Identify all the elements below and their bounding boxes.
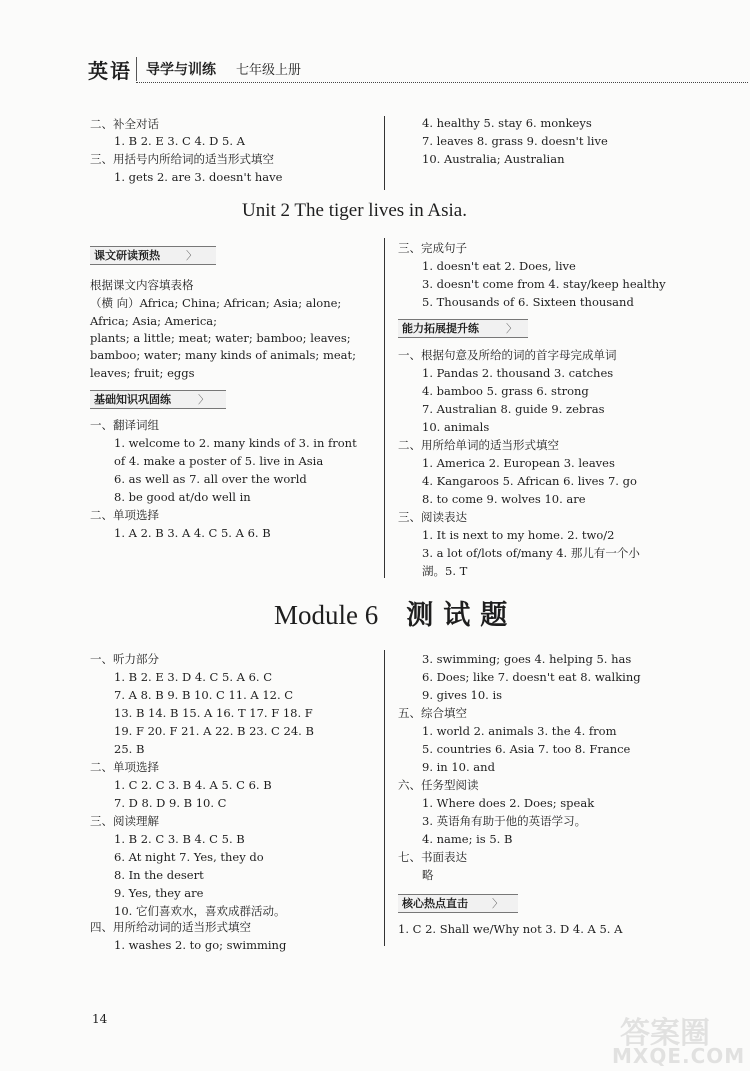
answer-line: 9. in 10. and xyxy=(422,760,495,774)
answer-line: 3. swimming; goes 4. helping 5. has xyxy=(422,652,632,666)
section-heading: 三、阅读表达 xyxy=(398,510,467,524)
answer-line: 1. washes 2. to go; swimming xyxy=(114,938,287,952)
answer-line: 1. doesn't eat 2. Does, live xyxy=(422,259,576,273)
page-number: 14 xyxy=(92,1012,108,1026)
answer-line: 25. B xyxy=(114,742,145,756)
module-title-en: Module 6 xyxy=(274,600,379,630)
section-heading: 二、单项选择 xyxy=(90,508,159,522)
section-heading: 一、根据句意及所给的词的首字母完成单词 xyxy=(398,348,617,362)
section-heading: 三、阅读理解 xyxy=(90,814,159,828)
chevron-right-icon: 〉 xyxy=(506,322,517,335)
answer-line: 1. C 2. C 3. B 4. A 5. C 6. B xyxy=(114,778,272,792)
chevron-right-icon: 〉 xyxy=(186,249,197,262)
header-separator xyxy=(136,57,137,81)
header-rule xyxy=(136,82,748,83)
section-tag xyxy=(398,894,518,913)
answer-line: 3. a lot of/lots of/many 4. 那儿有一个小 xyxy=(422,546,640,560)
answer-line: 4. healthy 5. stay 6. monkeys xyxy=(422,116,592,130)
column-divider xyxy=(384,116,385,190)
header-grade: 七年级上册 xyxy=(236,63,302,78)
section-tag-label: 核心热点直击 xyxy=(402,897,468,910)
watermark-text: 答案圈 xyxy=(620,1016,710,1051)
module-title xyxy=(274,593,517,632)
answer-line: 略 xyxy=(422,868,434,882)
answer-line: 6. as well as 7. all over the world xyxy=(114,472,307,486)
section-heading: 一、翻译词组 xyxy=(90,418,159,432)
answer-line: 5. Thousands of 6. Sixteen thousand xyxy=(422,295,634,309)
section-tag-label: 课文研读预热 xyxy=(94,249,160,262)
header-book-title: 导学与训练 xyxy=(146,62,216,78)
answer-line: 1. world 2. animals 3. the 4. from xyxy=(422,724,617,738)
answer-line: 13. B 14. B 15. A 16. T 17. F 18. F xyxy=(114,706,313,720)
answer-line: 1. B 2. C 3. B 4. C 5. B xyxy=(114,832,245,846)
answer-line: 1. B 2. E 3. D 4. C 5. A 6. C xyxy=(114,670,273,684)
watermark-logo xyxy=(612,1008,746,1068)
chevron-right-icon: 〉 xyxy=(198,393,209,406)
answer-line: 10. animals xyxy=(422,420,490,434)
header-subject: 英语 xyxy=(88,59,132,83)
unit-line: plants; a little; meat; water; bamboo; leaves; xyxy=(90,331,351,345)
answer-line: 10. Australia; Australian xyxy=(422,152,565,166)
answer-line: 1. welcome to 2. many kinds of 3. in front xyxy=(114,436,357,450)
answer-line: 7. Australian 8. guide 9. zebras xyxy=(422,402,605,416)
column-divider xyxy=(384,238,385,578)
answer-line: 8. In the desert xyxy=(114,868,204,882)
section-heading: 三、用括号内所给词的适当形式填空 xyxy=(90,152,274,166)
answer-line: 7. D 8. D 9. B 10. C xyxy=(114,796,227,810)
section-heading: 三、完成句子 xyxy=(398,241,467,255)
answer-line: 1. A 2. B 3. A 4. C 5. A 6. B xyxy=(114,526,271,540)
section-tag xyxy=(90,390,226,409)
section-heading: 六、任务型阅读 xyxy=(398,778,479,792)
answer-line: 1. gets 2. are 3. doesn't have xyxy=(114,170,283,184)
page-header xyxy=(88,55,668,85)
answer-line: 湖。5. T xyxy=(422,564,468,578)
section-heading: 二、用所给单词的适当形式填空 xyxy=(398,438,559,452)
watermark-url: MXQE.COM xyxy=(612,1044,746,1068)
answer-line: 3. 英语角有助于他的英语学习。 xyxy=(422,814,587,828)
answer-line: 4. bamboo 5. grass 6. strong xyxy=(422,384,589,398)
answer-line: 1. B 2. E 3. C 4. D 5. A xyxy=(114,134,245,148)
answer-line: 7. leaves 8. grass 9. doesn't live xyxy=(422,134,608,148)
unit-line: leaves; fruit; eggs xyxy=(90,366,195,380)
answer-line: 6. At night 7. Yes, they do xyxy=(114,850,264,864)
section-tag-label: 能力拓展提升练 xyxy=(402,322,479,335)
answer-line: 8. to come 9. wolves 10. are xyxy=(422,492,586,506)
answer-line: 9. Yes, they are xyxy=(114,886,204,900)
section-tag-label: 基础知识巩固练 xyxy=(94,393,171,406)
answer-line: 1. It is next to my home. 2. two/2 xyxy=(422,528,615,542)
answer-line: 6. Does; like 7. doesn't eat 8. walking xyxy=(422,670,641,684)
answer-line: 9. gives 10. is xyxy=(422,688,503,702)
section-heading: 一、听力部分 xyxy=(90,652,159,666)
answer-line: 1. Pandas 2. thousand 3. catches xyxy=(422,366,614,380)
section-tag xyxy=(90,246,216,265)
section-heading: 四、用所给动词的适当形式填空 xyxy=(90,920,251,934)
answer-line: 4. name; is 5. B xyxy=(422,832,513,846)
answer-line: of 4. make a poster of 5. live in Asia xyxy=(114,454,324,468)
answer-line: 1. Where does 2. Does; speak xyxy=(422,796,595,810)
module-title-cn: 测试题 xyxy=(406,600,518,631)
unit-line: bamboo; water; many kinds of animals; meat; xyxy=(90,348,357,362)
answer-line: 1. America 2. European 3. leaves xyxy=(422,456,615,470)
answer-line: 10. 它们喜欢水，喜欢成群活动。 xyxy=(114,904,286,918)
column-divider xyxy=(384,650,385,946)
unit-line: （横 向）Africa; China; African; Asia; alone; xyxy=(90,296,342,310)
unit-line: 根据课文内容填表格 xyxy=(90,278,194,292)
unit-line: Africa; Asia; America; xyxy=(90,314,217,328)
section-heading: 七、书面表达 xyxy=(398,850,467,864)
unit-title: Unit 2 The tiger lives in Asia. xyxy=(242,200,467,221)
answer-line: 7. A 8. B 9. B 10. C 11. A 12. C xyxy=(114,688,294,702)
answer-line: 5. countries 6. Asia 7. too 8. France xyxy=(422,742,631,756)
section-heading: 五、综合填空 xyxy=(398,706,467,720)
answer-line: 8. be good at/do well in xyxy=(114,490,251,504)
section-tag xyxy=(398,319,528,338)
section-heading: 二、单项选择 xyxy=(90,760,159,774)
answer-line: 19. F 20. F 21. A 22. B 23. C 24. B xyxy=(114,724,314,738)
answer-line: 3. doesn't come from 4. stay/keep healthy xyxy=(422,277,666,291)
answer-line: 1. C 2. Shall we/Why not 3. D 4. A 5. A xyxy=(398,922,623,936)
answer-line: 4. Kangaroos 5. African 6. lives 7. go xyxy=(422,474,637,488)
chevron-right-icon: 〉 xyxy=(492,897,503,910)
section-heading: 二、补全对话 xyxy=(90,117,159,131)
